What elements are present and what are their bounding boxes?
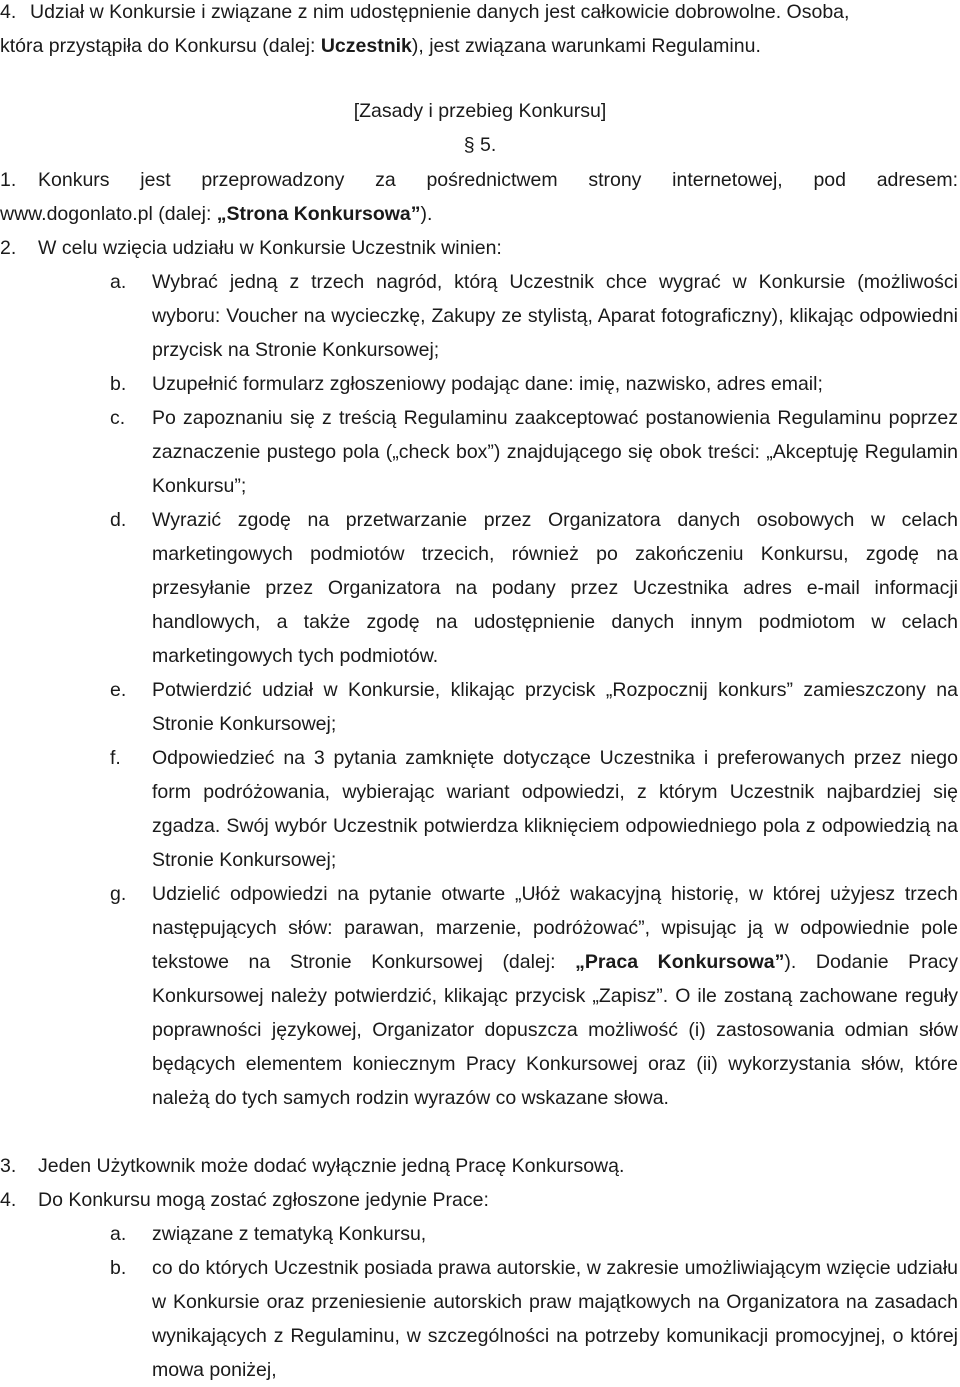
item-2-sub-b xyxy=(110,367,958,401)
intro-number: 4. xyxy=(0,1,17,23)
sub-text: Wyrazić zgodę na przetwarzanie przez Organizatora danych osobowych w celach marketingowych podmiotów trzecich, również po zakończeniu Konkursu, zgodę na przesyłanie przez Organizatora na podany przez Uczestnika adres e-mail informacji handlowych, a także zgodę na udostępnienie danych innym podmiotom w celach marketingowych tych podmiotów. xyxy=(152,509,958,667)
sub-letter: f. xyxy=(110,747,121,769)
item-4-sub-b xyxy=(110,1251,958,1387)
item-1 xyxy=(0,163,958,231)
item-2-number: 2. xyxy=(0,237,17,259)
item-2-sub-d xyxy=(110,503,958,673)
sub-letter: a. xyxy=(110,1223,127,1245)
item-4-number: 4. xyxy=(0,1189,17,1211)
defined-term-uczestnik: Uczestnik xyxy=(320,35,412,57)
sub-text: związane z tematyką Konkursu, xyxy=(152,1223,427,1245)
item-1-number: 1. xyxy=(0,169,17,191)
paragraph-mark: § 5. xyxy=(463,134,497,156)
item-2-text: W celu wzięcia udziału w Konkursie Uczestnik winien: xyxy=(38,237,502,259)
item-2-sub-g xyxy=(110,877,958,1115)
sub-text: Po zapoznaniu się z treścią Regulaminu zaakceptować postanowienia Regulaminu poprzez zaznaczenie pustego pola („check box”) znajdującego się obok treści: „Akceptuję Regulamin Konkursu”; xyxy=(152,407,958,497)
item-4-text: Do Konkursu mogą zostać zgłoszone jedynie Prace: xyxy=(38,1189,489,1211)
sub-text: Udzielić odpowiedzi na pytanie otwarte „Ułóż wakacyjną historię, w której użyjesz trzech następujących słów: parawan, marzenie, podróżować”, wpisując ją w odpowiednie pole tekstowe na Stronie Konkursowej (dalej: „Praca Konkursowa”). Dodanie Pracy Konkursowej należy potwierdzić, klikając przycisk „Zapisz”. O ile zostaną zachowane reguły poprawności językowej, Organizator dopuszcza możliwość (i) zastosowania odmian słów będących elementem koniecznym Pracy Konkursowej oraz (ii) wykorzystania słów, które należą do tych samych rodzin wyrazów co wskazane słowa. xyxy=(152,883,958,1109)
item-2-sub-f xyxy=(110,741,958,877)
section-heading: [Zasady i przebieg Konkursu] xyxy=(353,100,607,122)
sub-text: Potwierdzić udział w Konkursie, klikając przycisk „Rozpocznij konkurs” zamieszczony na Stronie Konkursowej; xyxy=(152,679,958,735)
defined-term-strona: „Strona Konkursowa” xyxy=(216,203,421,225)
item-3-text: Jeden Użytkownik może dodać wyłącznie jedną Pracę Konkursową. xyxy=(38,1155,625,1177)
sub-letter: a. xyxy=(110,271,127,293)
intro-clause xyxy=(0,0,958,63)
sub-letter: d. xyxy=(110,509,127,531)
sub-text: Uzupełnić formularz zgłoszeniowy podając dane: imię, nazwisko, adres email; xyxy=(152,373,823,395)
intro-line-1: Udział w Konkursie i związane z nim udostępnienie danych jest całkowicie dobrowolne. Osoba, xyxy=(30,1,850,23)
item-4-sub-a xyxy=(110,1217,958,1251)
sub-letter: c. xyxy=(110,407,126,429)
sub-letter: e. xyxy=(110,679,127,701)
sub-letter: b. xyxy=(110,373,127,395)
intro-line-2: która przystąpiła do Konkursu (dalej: Uczestnik), jest związana warunkami Regulaminu. xyxy=(0,35,761,57)
sub-text: Wybrać jedną z trzech nagród, którą Uczestnik chce wygrać w Konkursie (możliwości wyboru: Voucher na wycieczkę, Zakupy ze stylistą, Aparat fotograficzny), klikając odpowiedni przycisk na Stronie Konkursowej; xyxy=(152,271,958,361)
item-1-line-2: www.dogonlato.pl (dalej: „Strona Konkursowa”). xyxy=(0,203,433,225)
item-2-sub-c xyxy=(110,401,958,503)
sub-text: co do których Uczestnik posiada prawa autorskie, w zakresie umożliwiającym wzięcie udziału w Konkursie oraz przeniesienie autorskich praw majątkowych na Organizatora na zasadach wynikających z Regulaminu, w szczególności na potrzeby komunikacji promocyjnej, o której mowa poniżej, xyxy=(152,1257,958,1381)
item-3-number: 3. xyxy=(0,1155,17,1177)
defined-term-praca: „Praca Konkursowa” xyxy=(575,951,785,973)
item-2 xyxy=(0,231,958,265)
item-4 xyxy=(0,1183,958,1217)
item-3 xyxy=(0,1149,958,1183)
sub-letter: g. xyxy=(110,883,127,905)
item-1-line-1: Konkurs jest przeprowadzony za pośrednictwem strony internetowej, pod adresem: xyxy=(38,169,958,191)
item-2-sub-e xyxy=(110,673,958,741)
item-2-sub-a xyxy=(110,265,958,367)
sub-text: Odpowiedzieć na 3 pytania zamknięte dotyczące Uczestnika i preferowanych przez niego form podróżowania, wybierając wariant odpowiedzi, z którym Uczestnik najbardziej się zgadza. Swój wybór Uczestnik potwierdza kliknięciem odpowiedniego pola z odpowiedzią na Stronie Konkursowej; xyxy=(152,747,958,871)
sub-letter: b. xyxy=(110,1257,127,1279)
